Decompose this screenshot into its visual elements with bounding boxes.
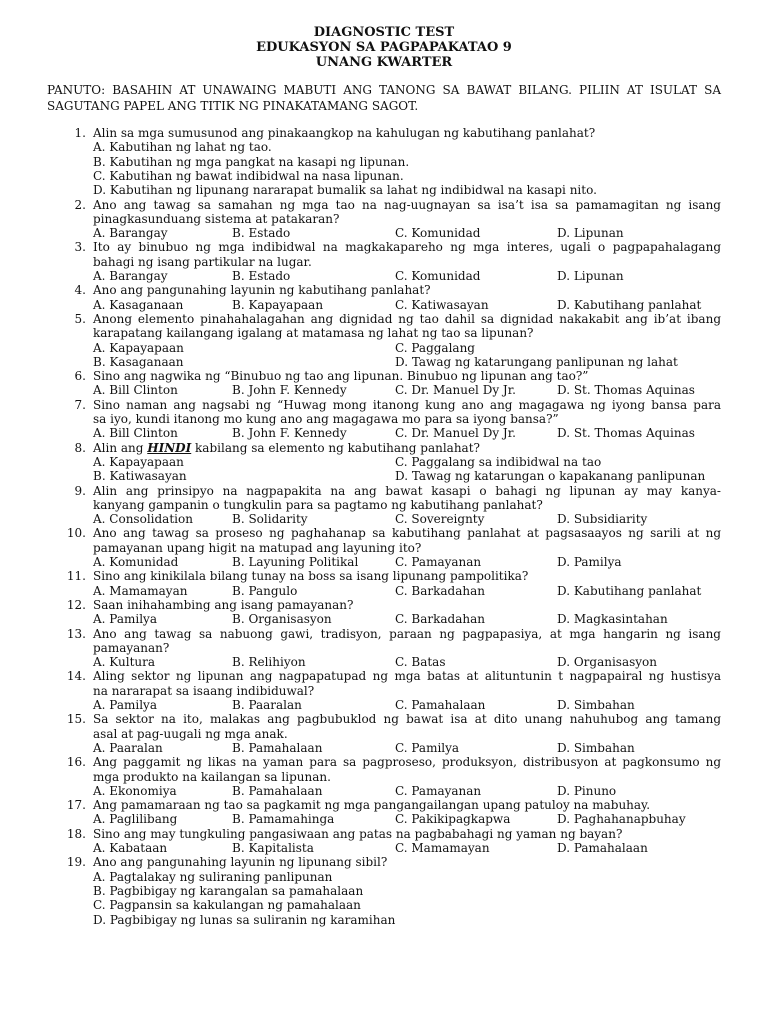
- exam-title: DIAGNOSTIC TEST: [313, 25, 455, 40]
- question-text: Ano ang pangunahing layunin ng lipunang sibil?: [93, 855, 388, 870]
- question-number: 5.: [74, 311, 86, 326]
- answer-option: D. Pagbibigay ng lunas sa suliranin ng karamihan: [93, 912, 396, 927]
- answer-option: C. Pamayanan: [395, 555, 482, 569]
- answer-option: A. Paglilibang: [93, 812, 178, 827]
- question-number: 15.: [66, 712, 86, 727]
- answer-option: B. Organisasyon: [232, 612, 332, 627]
- question-text: na nararapat sa isaang indibiduwal?: [93, 683, 315, 698]
- answer-option: B. Pamamahinga: [232, 812, 335, 827]
- answer-option: C. Batas: [395, 655, 446, 670]
- question-number: 13.: [66, 626, 86, 641]
- question-number: 1.: [74, 126, 86, 140]
- answer-option: D. St. Thomas Aquinas: [557, 426, 695, 441]
- answer-option: D. Pinuno: [557, 783, 617, 798]
- instructions-line: SAGUTANG PAPEL ANG TITIK NG PINAKATAMANG SAGOT.: [47, 99, 419, 113]
- emphasis-word: HINDI: [147, 440, 192, 455]
- answer-option: B. Pangulo: [232, 583, 298, 598]
- question-text: Aling sektor ng lipunan ang nagpapatupad ng mga batas at alituntunin t nagpapairal ng hustisya: [93, 669, 721, 684]
- answer-option: B. Solidarity: [232, 512, 308, 527]
- answer-option: D. Magkasintahan: [557, 612, 668, 627]
- question-text: pamayanan upang higit na matupad ang layuning ito?: [93, 540, 422, 555]
- question-number: 8.: [74, 440, 86, 455]
- quarter-title: UNANG KWARTER: [315, 55, 453, 70]
- question-number: 9.: [74, 483, 86, 498]
- answer-option: A. Bill Clinton: [93, 383, 178, 398]
- question-number: 16.: [66, 755, 86, 770]
- answer-option: D. Kabutihan ng lipunang nararapat bumalik sa lahat ng indibidwal na kasapi nito.: [93, 183, 597, 198]
- question-text: Ano ang tawag sa nabuong gawi, tradisyon, paraan ng pagpapasiya, at mga hangarin ng isang: [93, 626, 721, 641]
- answer-option: C. Katiwasayan: [395, 297, 489, 312]
- answer-option: D. Simbahan: [557, 740, 635, 755]
- answer-option: A. Kapayapaan: [93, 454, 184, 469]
- answer-option: C. Komunidad: [395, 269, 481, 283]
- answer-option: B. Pagbibigay ng karangalan sa pamahalaan: [93, 883, 364, 898]
- answer-option: C. Barkadahan: [395, 612, 485, 627]
- instructions: [47, 82, 721, 114]
- answer-option: B. Pamahalaan: [232, 740, 323, 755]
- answer-option: B. John F. Kennedy: [232, 383, 347, 398]
- question-text-part: kabilang sa elemento ng kabutihang panlahat?: [191, 440, 480, 455]
- question-number: 12.: [66, 597, 86, 612]
- answer-option: A. Kapayapaan: [93, 340, 184, 355]
- answer-option: B. Pamahalaan: [232, 783, 323, 798]
- answer-option: D. Kabutihang panlahat: [557, 297, 702, 312]
- answer-option: C. Paggalang sa indibidwal na tao: [395, 454, 602, 469]
- question-text: bahagi ng isang partikular na lugar.: [93, 254, 312, 269]
- question-number: 14.: [66, 669, 86, 684]
- answer-option: C. Komunidad: [395, 226, 481, 241]
- question-text: Ang paggamit ng likas na yaman para sa pagproseso, produksyon, distribusyon at pagkonsumo ng: [93, 755, 721, 770]
- question-text: asal at pag-uugali ng mga anak.: [93, 726, 288, 741]
- answer-option: B. Layuning Politikal: [232, 555, 359, 569]
- answer-option: B. Estado: [232, 226, 291, 241]
- answer-option: B. Kapayapaan: [232, 297, 324, 312]
- question-number: 4.: [74, 283, 86, 298]
- question-text: Alin sa mga sumusunod ang pinakaangkop na kahulugan ng kabutihang panlahat?: [93, 126, 596, 140]
- question-number: 2.: [74, 197, 86, 212]
- answer-option: C. Dr. Manuel Dy Jr.: [395, 383, 516, 398]
- question-text-part: Alin ang: [93, 440, 148, 455]
- answer-option: C. Pamayanan: [395, 783, 482, 798]
- question-number: 19.: [66, 855, 86, 870]
- answer-option: A. Barangay: [93, 269, 168, 283]
- question-number: 7.: [74, 397, 86, 412]
- answer-option: A. Paaralan: [93, 740, 163, 755]
- question-text: [93, 441, 721, 455]
- question-text: pamayanan?: [93, 640, 170, 655]
- question-text: Sa sektor na ito, malakas ang pagbubuklod ng bawat isa at dito unang nahuhubog ang tamang: [93, 712, 721, 727]
- answer-option: C. Barkadahan: [395, 583, 485, 598]
- answer-option: B. Kabutihan ng mga pangkat na kasapi ng lipunan.: [93, 154, 410, 169]
- answer-option: B. Katiwasayan: [93, 469, 187, 484]
- question-number: 17.: [66, 798, 86, 813]
- question-text: Sino ang kinikilala bilang tunay na boss sa isang lipunang pampolitika?: [93, 569, 529, 584]
- answer-option: B. Paaralan: [232, 698, 302, 712]
- question-text: sa iyo, kundi itanong mo kung ano ang magagawa mo para sa iyong bansa?”: [93, 412, 559, 426]
- answer-option: A. Pagtalakay ng suliraning panlipunan: [93, 869, 333, 884]
- answer-option: C. Pamahalaan: [395, 698, 486, 712]
- answer-option: A. Kultura: [93, 655, 156, 670]
- question-number: 6.: [74, 369, 86, 384]
- question-text: Ito ay binubuo ng mga indibidwal na magkakapareho ng mga interes, ugali o pagpapahalagang: [93, 240, 721, 255]
- question-text: Saan inihahambing ang isang pamayanan?: [93, 597, 354, 612]
- answer-option: B. Kasaganaan: [93, 354, 184, 369]
- answer-option: A. Barangay: [93, 226, 168, 241]
- answer-option: B. Estado: [232, 269, 291, 283]
- question-number: 11.: [66, 569, 86, 584]
- subject-title: EDUKASYON SA PAGPAPAKATAO 9: [256, 40, 512, 55]
- question-number: 3.: [74, 240, 86, 255]
- answer-option: D. Subsidiarity: [557, 512, 648, 527]
- answer-option: D. Pamilya: [557, 555, 622, 569]
- answer-option: D. Simbahan: [557, 698, 635, 712]
- answer-option: D. Lipunan: [557, 269, 624, 283]
- question-text: Sino ang may tungkuling pangasiwaan ang patas na pagbabahagi ng yaman ng bayan?: [93, 826, 623, 841]
- answer-option: D. Tawag ng katarungang panlipunan ng lahat: [395, 354, 678, 369]
- question-text: Ang pamamaraan ng tao sa pagkamit ng mga pangangailangan upang patuloy na mabuhay.: [93, 798, 651, 813]
- question-text: Sino naman ang nagsabi ng “Huwag mong itanong kung ano ang magagawa ng iyong bansa para: [93, 397, 721, 412]
- answer-option: D. Organisasyon: [557, 655, 658, 670]
- question-text: Ano ang tawag sa samahan ng mga tao na nag-uugnayan sa isa’t isa sa pamamagitan ng isang: [93, 197, 721, 212]
- question-text: Alin ang prinsipyo na nagpapakita na ang bawat kasapi o bahagi ng lipunan ay may kanya-: [93, 483, 721, 498]
- answer-option: A. Ekonomiya: [93, 783, 177, 798]
- answer-option: C. Paggalang: [395, 340, 475, 355]
- answer-option: C. Mamamayan: [395, 841, 490, 855]
- question-text: Ano ang pangunahing layunin ng kabutihang panlahat?: [93, 283, 431, 298]
- answer-option: A. Kasaganaan: [93, 297, 184, 312]
- answer-option: C. Pamilya: [395, 740, 460, 755]
- answer-option: C. Pakikipagkapwa: [395, 812, 511, 827]
- instructions-line: PANUTO: BASAHIN AT UNAWAING MABUTI ANG TANONG SA BAWAT BILANG. PILIIN AT ISULAT SA: [47, 83, 721, 97]
- answer-option: D. St. Thomas Aquinas: [557, 383, 695, 398]
- answer-option: D. Pamahalaan: [557, 841, 648, 855]
- answer-option: C. Kabutihan ng bawat indibidwal na nasa lipunan.: [93, 168, 404, 183]
- question-text: Anong elemento pinahahalagahan ang dignidad ng tao dahil sa dignidad nakakabit ang ib’at ibang: [93, 311, 721, 326]
- answer-option: C. Sovereignty: [395, 512, 485, 527]
- question-text: Sino ang nagwika ng “Binubuo ng tao ang lipunan. Binubuo ng lipunan ang tao?”: [93, 369, 589, 384]
- answer-option: A. Bill Clinton: [93, 426, 178, 441]
- answer-option: C. Pagpansin sa kakulangan ng pamahalaan: [93, 898, 361, 913]
- answer-option: D. Kabutihang panlahat: [557, 583, 702, 598]
- answer-option: C. Dr. Manuel Dy Jr.: [395, 426, 516, 441]
- question-text: karapatang kailangang igalang at matamasa ng lahat ng tao sa lipunan?: [93, 326, 534, 341]
- question-text: Ano ang tawag sa proseso ng paghahanap sa kabutihang panlahat at pagsasaayos ng sarili at ng: [93, 526, 721, 541]
- answer-option: A. Kabataan: [93, 841, 168, 855]
- answer-option: B. Kapitalista: [232, 841, 314, 855]
- answer-option: A. Kabutihan ng lahat ng tao.: [93, 140, 272, 155]
- question-number: 18.: [66, 826, 86, 841]
- question-text: pinagkasunduang sistema at patakaran?: [93, 211, 340, 226]
- question-text: kanyang gampanin o tungkulin para sa pagtamo ng kabutihang panlahat?: [93, 497, 543, 512]
- answer-option: A. Pamilya: [93, 612, 157, 627]
- answer-option: D. Tawag ng katarungan o kapakanang panlipunan: [395, 469, 706, 484]
- question-number: 10.: [66, 526, 86, 541]
- answer-option: B. Relihiyon: [232, 655, 306, 670]
- answer-option: A. Komunidad: [93, 555, 179, 569]
- answer-option: B. John F. Kennedy: [232, 426, 347, 441]
- answer-option: A. Pamilya: [93, 698, 157, 712]
- question-text: mga produkto na kailangan sa lipunan.: [93, 769, 331, 784]
- answer-option: D. Lipunan: [557, 226, 624, 241]
- answer-option: D. Paghahanapbuhay: [557, 812, 686, 827]
- answer-option: A. Consolidation: [93, 512, 193, 527]
- answer-option: A. Mamamayan: [93, 583, 188, 598]
